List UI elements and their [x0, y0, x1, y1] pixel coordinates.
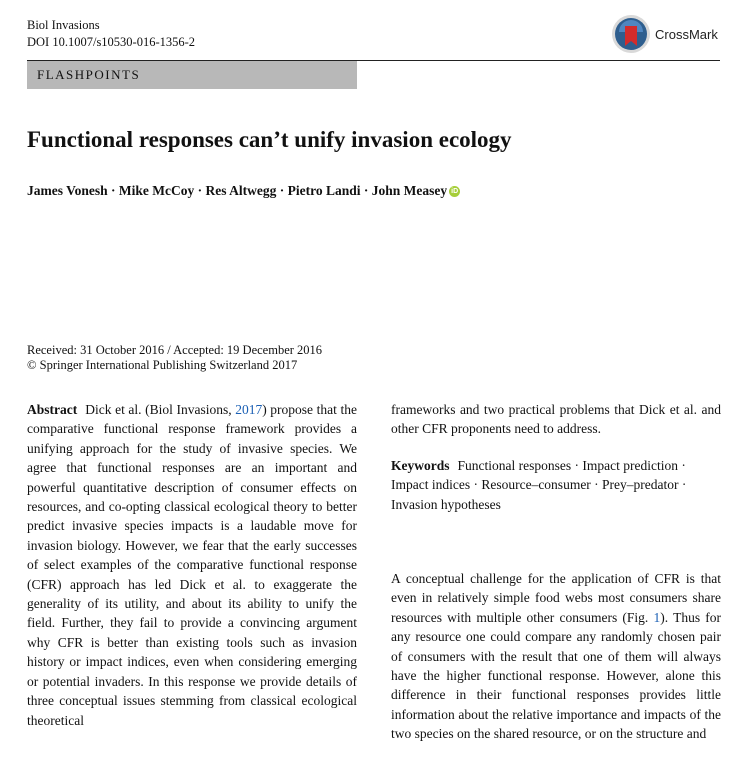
crossmark-icon — [611, 14, 651, 54]
doi[interactable]: DOI 10.1007/s10530-016-1356-2 — [27, 35, 196, 49]
body-paragraph — [391, 569, 721, 744]
abstract-text-b: ) propose that the comparative functional response framework provides a unifying approach for the study of invasive species. We agree that functional responses are an important and powerful quantitative description of consumer effects on resources, and co-opting classical ecological theory to better predict invasive species impacts is a laudable move for invasion biology. However, we fear that the early successes of select examples of the comparative functional response (CFR) approach has led Dick et al. to exaggerate the generality of its utility, and about its ability to unify the field. Further, they fail to provide a convincing argument why CFR is better than existing tools such as invasion history or impact indices, even when considering emerging or potential invaders. In this response we provide details of three conceptual issues stemming from classical ecological theoretical — [27, 402, 357, 728]
abstract-continuation: frameworks and two practical problems that Dick et al. and other CFR proponents need to address. — [391, 402, 721, 437]
keywords-heading: Keywords — [391, 458, 450, 473]
journal-name: Biol Invasions — [27, 18, 100, 32]
article-title: Functional responses can’t unify invasion ecology — [27, 127, 512, 152]
keywords-text: Functional responses · Impact prediction · Impact indices · Resource–consumer · Prey–predator · Invasion hypotheses — [391, 458, 687, 512]
section-label: FLASHPOINTS — [27, 61, 357, 89]
journal-info — [27, 17, 195, 51]
abstract-text-a: Dick et al. (Biol Invasions, — [85, 402, 236, 417]
author-list — [27, 183, 460, 199]
copyright: © Springer International Publishing Switzerland 2017 — [27, 358, 298, 372]
abstract-heading: Abstract — [27, 402, 78, 417]
received-accepted: Received: 31 October 2016 / Accepted: 19 December 2016 — [27, 343, 323, 357]
abstract — [27, 400, 357, 730]
article-dates — [27, 343, 322, 373]
figure-link[interactable]: 1 — [653, 609, 661, 625]
body-text-b: ). Thus for any resource one could compare any randomly chosen pair of consumers with the result that one of them will always have the higher functional response. However, alone this difference in their functional responses provides little information about the relative importance and impacts of the two species on the shared resource, or on the structure and — [391, 609, 722, 742]
orcid-icon[interactable]: iD — [451, 187, 459, 195]
body-text-a: A conceptual challenge for the application of CFR is that even in relatively simple food webs most consumers share resources with multiple other consumers (Fig. — [391, 571, 721, 625]
citation-link[interactable]: 2017 — [235, 402, 263, 417]
keywords — [391, 456, 721, 514]
crossmark-badge[interactable] — [611, 14, 718, 54]
authors-text: James Vonesh · Mike McCoy · Res Altwegg · Pietro Landi · John Measey — [27, 183, 448, 198]
crossmark-label: CrossMark — [655, 26, 718, 42]
